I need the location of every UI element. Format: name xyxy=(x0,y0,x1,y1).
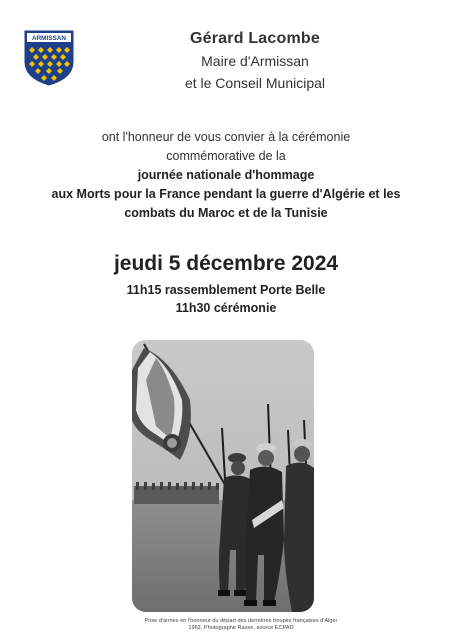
crest-text: ARMISSAN xyxy=(31,35,67,43)
invitation-line-1: ont l'honneur de vous convier à la cérémonie xyxy=(101,130,351,144)
invitation-line-4: aux Morts pour la France pendant la guerre d'Algérie et les xyxy=(51,187,401,201)
photo-caption-line-1: Prise d'armes en l'honneur du départ des dernières troupes françaises d'Alger xyxy=(144,618,338,624)
invitation-line-5: combats du Maroc et de la Tunisie xyxy=(124,206,328,220)
invitation-line-3: journée nationale d'hommage xyxy=(137,168,315,182)
mayor-title: Maire d'Armissan xyxy=(201,53,309,69)
invitation-line-2: commémorative de la xyxy=(166,149,286,163)
council-line: et le Conseil Municipal xyxy=(184,75,326,91)
mayor-name: Gérard Lacombe xyxy=(190,30,320,47)
event-time-2: 11h30 cérémonie xyxy=(175,301,277,315)
invitation-text xyxy=(20,128,432,223)
ceremony-photo-illustration xyxy=(132,340,314,612)
event-time-1: 11h15 rassemblement Porte Belle xyxy=(126,283,326,297)
coat-of-arms-icon xyxy=(24,30,74,86)
header xyxy=(120,28,390,94)
ceremony-photo xyxy=(132,340,314,612)
photo-caption xyxy=(100,618,382,632)
photo-caption-line-2: 1962. Photographe Rasse, source ECPAD xyxy=(188,625,294,631)
event-date: jeudi 5 décembre 2024 xyxy=(113,252,339,275)
